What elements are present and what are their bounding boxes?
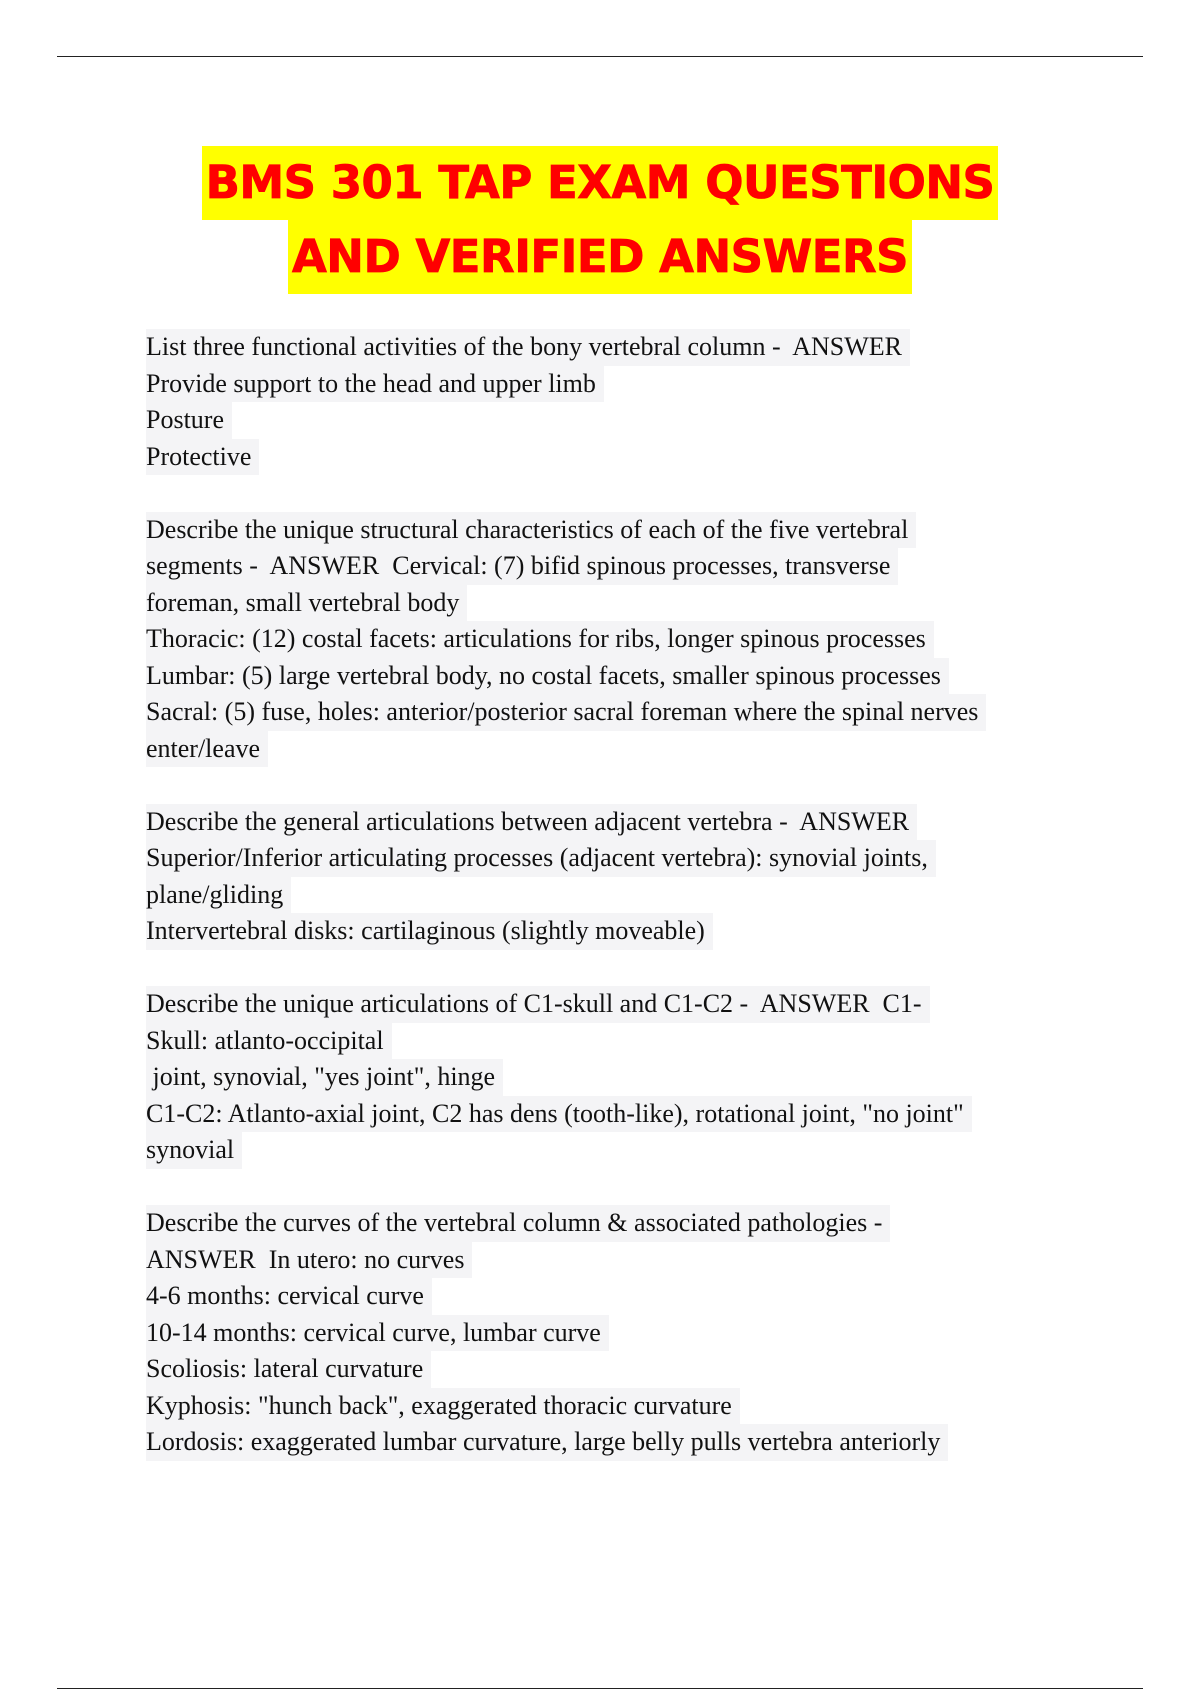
qa-line: 4-6 months: cervical curve (146, 1278, 432, 1315)
header-rule (57, 56, 1143, 57)
qa-line: Superior/Inferior articulating processes (adjacent vertebra): synovial joints, (146, 840, 936, 877)
title-line-1: BMS 301 TAP EXAM QUESTIONS (202, 146, 999, 220)
qa-line: List three functional activities of the bony vertebral column - ANSWER (146, 329, 910, 366)
qa-line: 10-14 months: cervical curve, lumbar curve (146, 1315, 609, 1352)
qa-line: Provide support to the head and upper limb (146, 366, 604, 403)
qa-item-5 (146, 1205, 1076, 1461)
qa-item-1 (146, 329, 1076, 475)
qa-line: Thoracic: (12) costal facets: articulations for ribs, longer spinous processes (146, 621, 934, 658)
qa-line: C1-C2: Atlanto-axial joint, C2 has dens (tooth-like), rotational joint, "no joint" (146, 1096, 972, 1133)
qa-line: Intervertebral disks: cartilaginous (slightly moveable) (146, 913, 713, 950)
qa-line: Lumbar: (5) large vertebral body, no costal facets, smaller spinous processes (146, 658, 949, 695)
qa-line: Protective (146, 439, 259, 476)
qa-line: ANSWER In utero: no curves (146, 1242, 472, 1279)
qa-line: synovial (146, 1132, 242, 1169)
qa-line: Describe the curves of the vertebral column & associated pathologies - (146, 1205, 890, 1242)
qa-line: Describe the general articulations between adjacent vertebra - ANSWER (146, 804, 917, 841)
qa-item-2 (146, 512, 1076, 768)
document-title (0, 146, 1200, 294)
footer-rule (57, 1688, 1143, 1689)
qa-line: enter/leave (146, 731, 268, 768)
qa-line: Lordosis: exaggerated lumbar curvature, large belly pulls vertebra anteriorly (146, 1424, 948, 1461)
qa-line: plane/gliding (146, 877, 291, 914)
qa-line: Kyphosis: "hunch back", exaggerated thoracic curvature (146, 1388, 740, 1425)
qa-item-3 (146, 804, 1076, 950)
qa-line: Describe the unique structural characteristics of each of the five vertebral (146, 512, 916, 549)
qa-item-4 (146, 986, 1076, 1169)
qa-line: foreman, small vertebral body (146, 585, 467, 622)
qa-list (146, 329, 1076, 1461)
qa-content (146, 329, 1076, 1497)
qa-line: segments - ANSWER Cervical: (7) bifid spinous processes, transverse (146, 548, 898, 585)
title-line-2: AND VERIFIED ANSWERS (288, 220, 912, 294)
qa-line: Posture (146, 402, 232, 439)
qa-line: Sacral: (5) fuse, holes: anterior/posterior sacral foreman where the spinal nerves (146, 694, 986, 731)
qa-line: Describe the unique articulations of C1-skull and C1-C2 - ANSWER C1- (146, 986, 930, 1023)
qa-line: Scoliosis: lateral curvature (146, 1351, 431, 1388)
qa-line: joint, synovial, "yes joint", hinge (146, 1059, 503, 1096)
qa-line: Skull: atlanto-occipital (146, 1023, 392, 1060)
